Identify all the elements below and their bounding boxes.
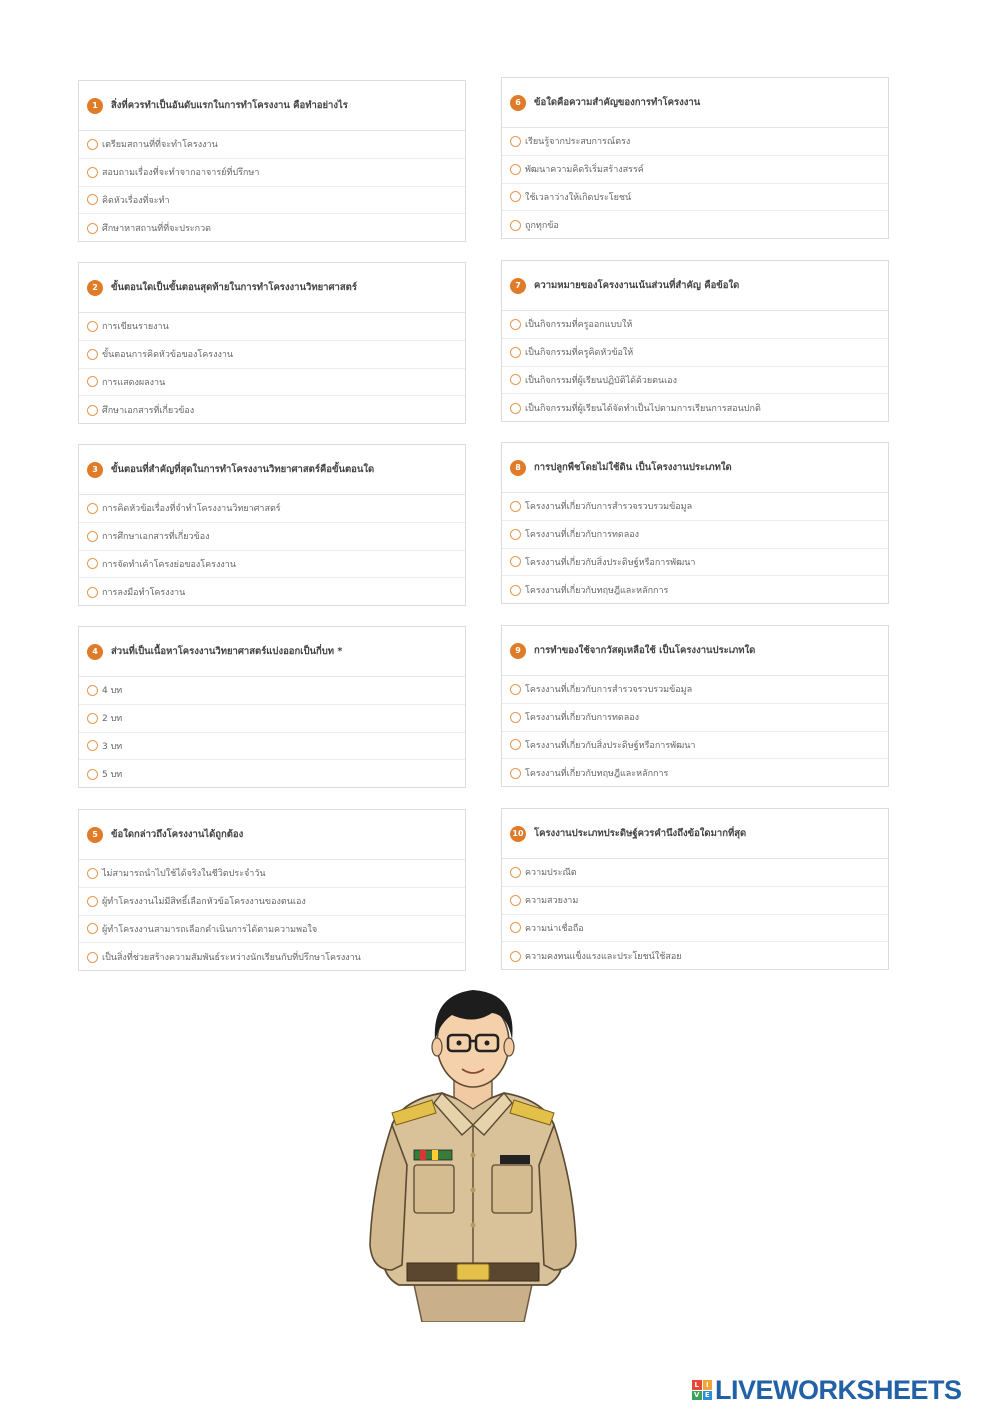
option-label: โครงงานที่เกี่ยวกับสิ่งประดิษฐ์หรือการพัฒนา: [525, 557, 696, 568]
question-card-6: [501, 77, 889, 239]
liveworksheets-logo: [692, 1374, 962, 1406]
radio-icon[interactable]: [87, 531, 98, 542]
question-card-7: [501, 260, 889, 422]
radio-icon[interactable]: [87, 405, 98, 416]
question-number: 9: [510, 643, 526, 659]
question-header: [79, 263, 465, 313]
radio-icon[interactable]: [87, 685, 98, 696]
answer-option[interactable]: [502, 184, 888, 212]
answer-option[interactable]: [502, 128, 888, 156]
question-text: การปลูกพืชโดยไม่ใช้ดิน เป็นโครงงานประเภทใด: [534, 462, 732, 473]
option-label: 5 บท: [102, 770, 123, 781]
answer-option[interactable]: [79, 523, 465, 551]
answer-option[interactable]: [79, 760, 465, 788]
radio-icon[interactable]: [87, 868, 98, 879]
option-label: ถูกทุกข้อ: [525, 221, 559, 232]
question-card-4: [78, 626, 466, 788]
question-number: 6: [510, 95, 526, 111]
radio-icon[interactable]: [87, 740, 98, 751]
question-text: ขั้นตอนที่สำคัญที่สุดในการทำโครงงานวิทยาศาสตร์คือขั้นตอนใด: [111, 464, 375, 475]
option-label: การคิดหัวข้อเรื่องที่จำทำโครงงานวิทยาศาสตร์: [102, 504, 281, 515]
question-header: [502, 626, 888, 676]
answer-option[interactable]: [79, 551, 465, 579]
question-card-9: [501, 625, 889, 787]
radio-icon[interactable]: [87, 896, 98, 907]
option-label: ความน่าเชื่อถือ: [525, 923, 584, 934]
option-label: ความสวยงาม: [525, 896, 579, 907]
answer-option[interactable]: [502, 394, 888, 422]
radio-icon[interactable]: [87, 713, 98, 724]
option-label: การเขียนรายงาน: [102, 322, 169, 333]
answer-option[interactable]: [79, 131, 465, 159]
radio-icon[interactable]: [87, 223, 98, 234]
option-label: เป็นกิจกรรมที่ครูออกแบบให้: [525, 320, 633, 331]
question-text: ส่วนที่เป็นเนื้อหาโครงงานวิทยาศาสตร์แบ่งออกเป็นกี่บท *: [111, 646, 343, 657]
answer-option[interactable]: [79, 396, 465, 424]
answer-option[interactable]: [79, 860, 465, 888]
logo-letter: E: [703, 1391, 713, 1401]
answer-option[interactable]: [502, 156, 888, 184]
option-label: ความประณีต: [525, 868, 577, 879]
question-text: ความหมายของโครงงานเน้นส่วนที่สำคัญ คือข้อใด: [534, 280, 740, 291]
radio-icon[interactable]: [510, 684, 521, 695]
answer-option[interactable]: [79, 214, 465, 242]
answer-option[interactable]: [502, 732, 888, 760]
radio-icon[interactable]: [87, 558, 98, 569]
option-label: 4 บท: [102, 686, 123, 697]
option-label: โครงงานที่เกี่ยวกับสิ่งประดิษฐ์หรือการพัฒนา: [525, 740, 696, 751]
answer-option[interactable]: [79, 888, 465, 916]
answer-option[interactable]: [79, 916, 465, 944]
option-label: 3 บท: [102, 741, 123, 752]
option-label: เป็นกิจกรรมที่ผู้เรียนปฏิบัติได้ด้วยตนเอง: [525, 375, 677, 386]
radio-icon[interactable]: [510, 951, 521, 962]
answer-option[interactable]: [79, 341, 465, 369]
radio-icon[interactable]: [87, 769, 98, 780]
radio-icon[interactable]: [510, 347, 521, 358]
radio-icon[interactable]: [510, 895, 521, 906]
question-header: [502, 809, 888, 859]
answer-option[interactable]: [79, 187, 465, 215]
question-number: 2: [87, 280, 103, 296]
answer-option[interactable]: [502, 859, 888, 887]
option-label: เป็นกิจกรรมที่ผู้เรียนได้จัดทำเป็นไปตามการเรียนการสอนปกติ: [525, 404, 761, 415]
option-label: ศึกษาเอกสารที่เกี่ยวข้อง: [102, 406, 195, 417]
answer-option[interactable]: [502, 942, 888, 970]
option-label: ใช้เวลาว่างให้เกิดประโยชน์: [525, 192, 632, 203]
answer-option[interactable]: [502, 915, 888, 943]
radio-icon[interactable]: [510, 403, 521, 414]
radio-icon[interactable]: [510, 319, 521, 330]
question-header: [502, 443, 888, 493]
option-label: โครงงานที่เกี่ยวกับการทดลอง: [525, 713, 640, 724]
question-text: ขั้นตอนใดเป็นขั้นตอนสุดท้ายในการทำโครงงานวิทยาศาสตร์: [111, 282, 357, 293]
answer-option[interactable]: [502, 549, 888, 577]
teacher-illustration: [362, 985, 584, 1322]
radio-icon[interactable]: [510, 501, 521, 512]
radio-icon[interactable]: [87, 952, 98, 963]
answer-option[interactable]: [79, 495, 465, 523]
question-text: ข้อใดคือความสำคัญของการทำโครงงาน: [534, 97, 701, 108]
question-header: [502, 261, 888, 311]
question-number: 1: [87, 98, 103, 114]
radio-icon[interactable]: [87, 349, 98, 360]
option-label: การลงมือทำโครงงาน: [102, 588, 186, 599]
option-label: คิดหัวเรื่องที่จะทำ: [102, 195, 170, 206]
logo-letter: V: [692, 1391, 702, 1401]
radio-icon[interactable]: [87, 503, 98, 514]
radio-icon[interactable]: [87, 376, 98, 387]
radio-icon[interactable]: [87, 167, 98, 178]
option-label: เป็นสิ่งที่ช่วยสร้างความสัมพันธ์ระหว่างนักเรียนกับที่ปรึกษาโครงงาน: [102, 953, 361, 964]
answer-option[interactable]: [79, 677, 465, 705]
answer-option[interactable]: [79, 943, 465, 971]
option-label: การศึกษาเอกสารที่เกี่ยวข้อง: [102, 532, 210, 543]
radio-icon[interactable]: [510, 529, 521, 540]
answer-option[interactable]: [502, 704, 888, 732]
question-header: [79, 810, 465, 860]
option-label: เตรียมสถานที่ที่จะทำโครงงาน: [102, 140, 218, 151]
radio-icon[interactable]: [510, 712, 521, 723]
option-label: ศึกษาหาสถานที่ที่จะประกวด: [102, 224, 211, 235]
answer-option[interactable]: [502, 367, 888, 395]
option-label: โครงงานที่เกี่ยวกับทฤษฎีและหลักการ: [525, 769, 669, 780]
option-label: โครงงานที่เกี่ยวกับทฤษฎีและหลักการ: [525, 586, 669, 597]
question-card-2: [78, 262, 466, 424]
radio-icon[interactable]: [510, 191, 521, 202]
radio-icon[interactable]: [510, 136, 521, 147]
question-number: 10: [510, 826, 526, 842]
radio-icon[interactable]: [510, 768, 521, 779]
answer-option[interactable]: [502, 576, 888, 604]
option-label: โครงงานที่เกี่ยวกับการสำรวจรวบรวมข้อมูล: [525, 685, 693, 696]
answer-option[interactable]: [502, 339, 888, 367]
radio-icon[interactable]: [510, 922, 521, 933]
question-number: 8: [510, 460, 526, 476]
option-label: การแสดงผลงาน: [102, 377, 166, 388]
option-label: เป็นกิจกรรมที่ครูคิดหัวข้อให้: [525, 348, 634, 359]
answer-option[interactable]: [502, 676, 888, 704]
option-label: ผู้ทำโครงงานสามารถเลือกดำเนินการได้ตามความพอใจ: [102, 924, 318, 935]
question-card-5: [78, 809, 466, 971]
option-label: ผู้ทำโครงงานไม่มีสิทธิ์เลือกหัวข้อโครงงานของตนเอง: [102, 897, 306, 908]
question-text: การทำของใช้จากวัสดุเหลือใช้ เป็นโครงงานประเภทใด: [534, 645, 756, 656]
answer-option[interactable]: [502, 211, 888, 239]
radio-icon[interactable]: [510, 867, 521, 878]
question-header: [79, 445, 465, 495]
radio-icon[interactable]: [87, 321, 98, 332]
radio-icon[interactable]: [87, 194, 98, 205]
question-card-1: [78, 80, 466, 242]
radio-icon[interactable]: [510, 220, 521, 231]
logo-icon: [692, 1380, 712, 1400]
answer-option[interactable]: [502, 521, 888, 549]
answer-option[interactable]: [79, 733, 465, 761]
answer-option[interactable]: [79, 578, 465, 606]
option-label: ไม่สามารถนำไปใช้ได้จริงในชีวิตประจำวัน: [102, 869, 266, 880]
radio-icon[interactable]: [510, 585, 521, 596]
answer-option[interactable]: [502, 759, 888, 787]
question-card-8: [501, 442, 889, 604]
question-number: 7: [510, 278, 526, 294]
radio-icon[interactable]: [510, 556, 521, 567]
question-number: 5: [87, 827, 103, 843]
radio-icon[interactable]: [510, 374, 521, 385]
answer-option[interactable]: [79, 159, 465, 187]
question-header: [79, 627, 465, 677]
question-text: สิ่งที่ควรทำเป็นอันดับแรกในการทำโครงงาน คือทำอย่างไร: [111, 100, 348, 111]
option-label: โครงงานที่เกี่ยวกับการสำรวจรวบรวมข้อมูล: [525, 502, 693, 513]
answer-option[interactable]: [79, 705, 465, 733]
question-number: 4: [87, 644, 103, 660]
option-label: เรียนรู้จากประสบการณ์ตรง: [525, 137, 631, 148]
question-card-3: [78, 444, 466, 606]
option-label: ความคงทนแข็งแรงและประโยชน์ใช้สอย: [525, 952, 682, 963]
question-text: โครงงานประเภทประดิษฐ์ควรคำนึงถึงข้อใดมากที่สุด: [534, 828, 747, 839]
radio-icon[interactable]: [510, 739, 521, 750]
question-card-10: [501, 808, 889, 970]
answer-option[interactable]: [502, 493, 888, 521]
question-text: ข้อใดกล่าวถึงโครงงานได้ถูกต้อง: [111, 829, 244, 840]
answer-option[interactable]: [79, 369, 465, 397]
radio-icon[interactable]: [510, 164, 521, 175]
question-number: 3: [87, 462, 103, 478]
answer-option[interactable]: [502, 311, 888, 339]
logo-letter: I: [703, 1380, 713, 1390]
answer-option[interactable]: [79, 313, 465, 341]
option-label: 2 บท: [102, 714, 123, 725]
radio-icon[interactable]: [87, 139, 98, 150]
option-label: การจัดทำเค้าโครงย่อของโครงงาน: [102, 559, 236, 570]
question-header: [79, 81, 465, 131]
radio-icon[interactable]: [87, 923, 98, 934]
option-label: พัฒนาความคิดริเริ่มสร้างสรรค์: [525, 165, 644, 176]
logo-text: LIVEWORKSHEETS: [715, 1374, 962, 1405]
option-label: โครงงานที่เกี่ยวกับการทดลอง: [525, 530, 640, 541]
answer-option[interactable]: [502, 887, 888, 915]
logo-letter: L: [692, 1380, 702, 1390]
option-label: สอบถามเรื่องที่จะทำจากอาจารย์ที่ปรึกษา: [102, 168, 260, 179]
question-header: [502, 78, 888, 128]
option-label: ขั้นตอนการคิดหัวข้อของโครงงาน: [102, 350, 234, 361]
radio-icon[interactable]: [87, 587, 98, 598]
